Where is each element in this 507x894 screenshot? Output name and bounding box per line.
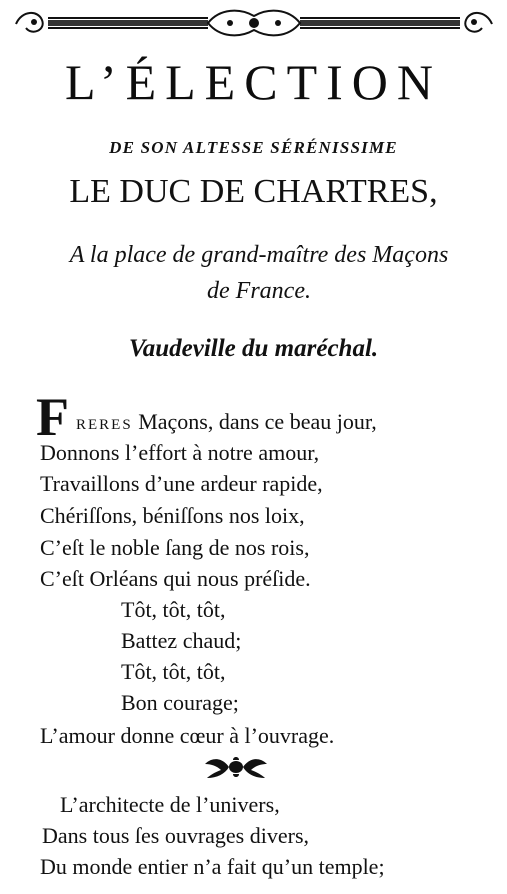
subtitle-grand-master-line1: A la place de grand-maître des Maçons <box>69 242 449 268</box>
verse-line <box>76 408 377 439</box>
verse-line: C’eſt le noble ſang de nos rois, <box>40 535 310 560</box>
subtitle-duke: LE DUC DE CHARTRES, <box>69 173 438 210</box>
subtitle-highness: DE SON ALTESSE SÉRÉNISSIME <box>109 138 398 157</box>
headpiece-ornament <box>8 4 500 42</box>
verse-line: Donnons l’effort à notre amour, <box>40 440 320 465</box>
subtitle-grand-master-line2: de France. <box>207 278 311 304</box>
drop-cap: F <box>36 387 69 447</box>
verse-line: Chériſſons, béniſſons nos loix, <box>40 503 305 528</box>
verse-line: Battez chaud; <box>121 628 242 653</box>
verse-line: L’architecte de l’univers, <box>60 792 280 817</box>
fleuron-ornament <box>203 754 269 780</box>
verse-line: L’amour donne cœur à l’ouvrage. <box>40 723 335 748</box>
song-air: Vaudeville du maréchal. <box>128 335 379 362</box>
verse-line: Bon courage; <box>121 690 239 715</box>
verse-line: C’eſt Orléans qui nous préſide. <box>40 566 311 591</box>
page-title: L’ÉLECTION <box>65 54 442 110</box>
verse-line: Dans tous ſes ouvrages divers, <box>42 823 310 848</box>
verse-line: Travaillons d’une ardeur rapide, <box>40 471 323 496</box>
verse-line: Tôt, tôt, tôt, <box>121 597 226 622</box>
subtitle-grand-master <box>14 237 504 309</box>
first-line-rest: Maçons, dans ce beau jour, <box>132 409 377 434</box>
first-word-small-caps: RERES <box>76 417 133 433</box>
verse-line: Tôt, tôt, tôt, <box>121 659 226 684</box>
verse-line: Du monde entier n’a fait qu’un temple; <box>40 854 385 879</box>
